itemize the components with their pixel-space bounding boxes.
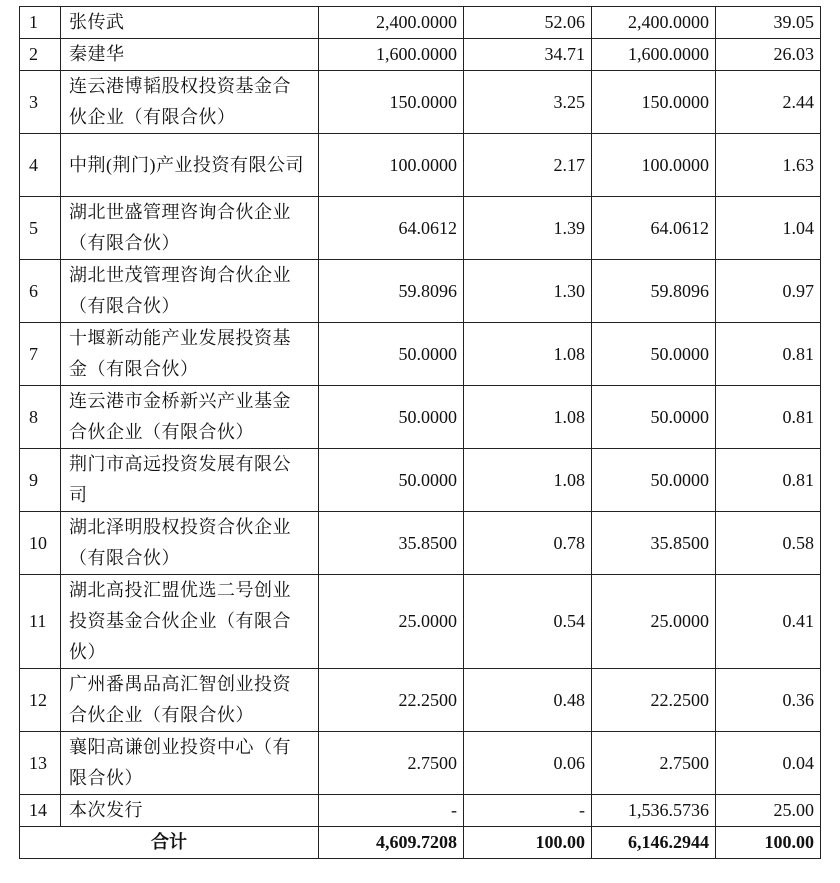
shares-before: 64.0612 — [319, 197, 464, 260]
total-row — [20, 827, 821, 859]
shares-before: 59.8096 — [319, 260, 464, 323]
ratio-before: 0.06 — [464, 732, 592, 795]
ratio-after: 25.00 — [716, 795, 821, 827]
ratio-before: 1.39 — [464, 197, 592, 260]
row-number: 7 — [20, 323, 61, 386]
ratio-before: 1.30 — [464, 260, 592, 323]
row-number: 13 — [20, 732, 61, 795]
ratio-before: 52.06 — [464, 7, 592, 39]
ratio-after: 0.81 — [716, 449, 821, 512]
table-row — [20, 323, 821, 386]
shareholder-name: 襄阳高谦创业投资中心（有限合伙） — [61, 732, 319, 795]
shares-after: 22.2500 — [592, 669, 716, 732]
row-number: 14 — [20, 795, 61, 827]
ratio-after: 39.05 — [716, 7, 821, 39]
shares-before: - — [319, 795, 464, 827]
shares-after: 150.0000 — [592, 71, 716, 134]
row-number: 3 — [20, 71, 61, 134]
ratio-before: 1.08 — [464, 449, 592, 512]
shareholder-table — [19, 6, 821, 859]
table-row — [20, 7, 821, 39]
shareholder-name: 张传武 — [61, 7, 319, 39]
ratio-before: 3.25 — [464, 71, 592, 134]
shareholder-name: 十堰新动能产业发展投资基金（有限合伙） — [61, 323, 319, 386]
total-ratio-after: 100.00 — [716, 827, 821, 859]
ratio-before: 0.78 — [464, 512, 592, 575]
ratio-after: 1.04 — [716, 197, 821, 260]
ratio-after: 2.44 — [716, 71, 821, 134]
table-row — [20, 71, 821, 134]
shareholder-name: 连云港市金桥新兴产业基金合伙企业（有限合伙） — [61, 386, 319, 449]
row-number: 5 — [20, 197, 61, 260]
shares-before: 50.0000 — [319, 449, 464, 512]
shares-after: 1,600.0000 — [592, 39, 716, 71]
shareholder-name: 中荆(荆门)产业投资有限公司 — [61, 134, 319, 197]
table-row — [20, 449, 821, 512]
total-ratio-before: 100.00 — [464, 827, 592, 859]
shares-after: 50.0000 — [592, 323, 716, 386]
table-row — [20, 386, 821, 449]
row-number: 8 — [20, 386, 61, 449]
shares-after: 2,400.0000 — [592, 7, 716, 39]
shareholder-name: 广州番禺品高汇智创业投资合伙企业（有限合伙） — [61, 669, 319, 732]
table-row — [20, 134, 821, 197]
shares-after: 50.0000 — [592, 449, 716, 512]
row-number: 11 — [20, 575, 61, 669]
ratio-after: 0.97 — [716, 260, 821, 323]
ratio-before: 2.17 — [464, 134, 592, 197]
shareholder-name: 湖北世茂管理咨询合伙企业（有限合伙） — [61, 260, 319, 323]
ratio-before: 0.54 — [464, 575, 592, 669]
row-number: 9 — [20, 449, 61, 512]
shares-before: 50.0000 — [319, 323, 464, 386]
shares-before: 2.7500 — [319, 732, 464, 795]
ratio-after: 0.58 — [716, 512, 821, 575]
shares-before: 35.8500 — [319, 512, 464, 575]
shares-after: 1,536.5736 — [592, 795, 716, 827]
total-shares-before: 4,609.7208 — [319, 827, 464, 859]
table-row — [20, 197, 821, 260]
ratio-before: 0.48 — [464, 669, 592, 732]
shares-before: 100.0000 — [319, 134, 464, 197]
row-number: 6 — [20, 260, 61, 323]
ratio-before: 1.08 — [464, 386, 592, 449]
table-row — [20, 39, 821, 71]
ratio-after: 0.36 — [716, 669, 821, 732]
shares-before: 1,600.0000 — [319, 39, 464, 71]
ratio-after: 0.81 — [716, 386, 821, 449]
shareholder-name: 连云港博韬股权投资基金合伙企业（有限合伙） — [61, 71, 319, 134]
ratio-after: 0.81 — [716, 323, 821, 386]
shareholder-name: 湖北世盛管理咨询合伙企业（有限合伙） — [61, 197, 319, 260]
ratio-before: 1.08 — [464, 323, 592, 386]
shareholder-name: 湖北泽明股权投资合伙企业（有限合伙） — [61, 512, 319, 575]
row-number: 10 — [20, 512, 61, 575]
row-number: 4 — [20, 134, 61, 197]
total-label: 合计 — [20, 827, 319, 859]
table-row — [20, 575, 821, 669]
ratio-after: 0.04 — [716, 732, 821, 795]
shares-after: 35.8500 — [592, 512, 716, 575]
shares-after: 2.7500 — [592, 732, 716, 795]
ratio-after: 26.03 — [716, 39, 821, 71]
table-row — [20, 260, 821, 323]
row-number: 2 — [20, 39, 61, 71]
ratio-before: 34.71 — [464, 39, 592, 71]
ratio-before: - — [464, 795, 592, 827]
shares-before: 50.0000 — [319, 386, 464, 449]
table-row — [20, 795, 821, 827]
shares-after: 50.0000 — [592, 386, 716, 449]
shares-after: 59.8096 — [592, 260, 716, 323]
table-row — [20, 512, 821, 575]
row-number: 12 — [20, 669, 61, 732]
shareholder-name: 湖北高投汇盟优选二号创业投资基金合伙企业（有限合伙） — [61, 575, 319, 669]
ratio-after: 1.63 — [716, 134, 821, 197]
table-row — [20, 669, 821, 732]
shares-before: 25.0000 — [319, 575, 464, 669]
shareholder-name: 荆门市高远投资发展有限公司 — [61, 449, 319, 512]
table-row — [20, 732, 821, 795]
shares-after: 64.0612 — [592, 197, 716, 260]
shares-after: 25.0000 — [592, 575, 716, 669]
shares-before: 22.2500 — [319, 669, 464, 732]
shares-before: 2,400.0000 — [319, 7, 464, 39]
shareholder-name: 本次发行 — [61, 795, 319, 827]
total-shares-after: 6,146.2944 — [592, 827, 716, 859]
row-number: 1 — [20, 7, 61, 39]
ratio-after: 0.41 — [716, 575, 821, 669]
shares-before: 150.0000 — [319, 71, 464, 134]
shares-after: 100.0000 — [592, 134, 716, 197]
shareholder-name: 秦建华 — [61, 39, 319, 71]
